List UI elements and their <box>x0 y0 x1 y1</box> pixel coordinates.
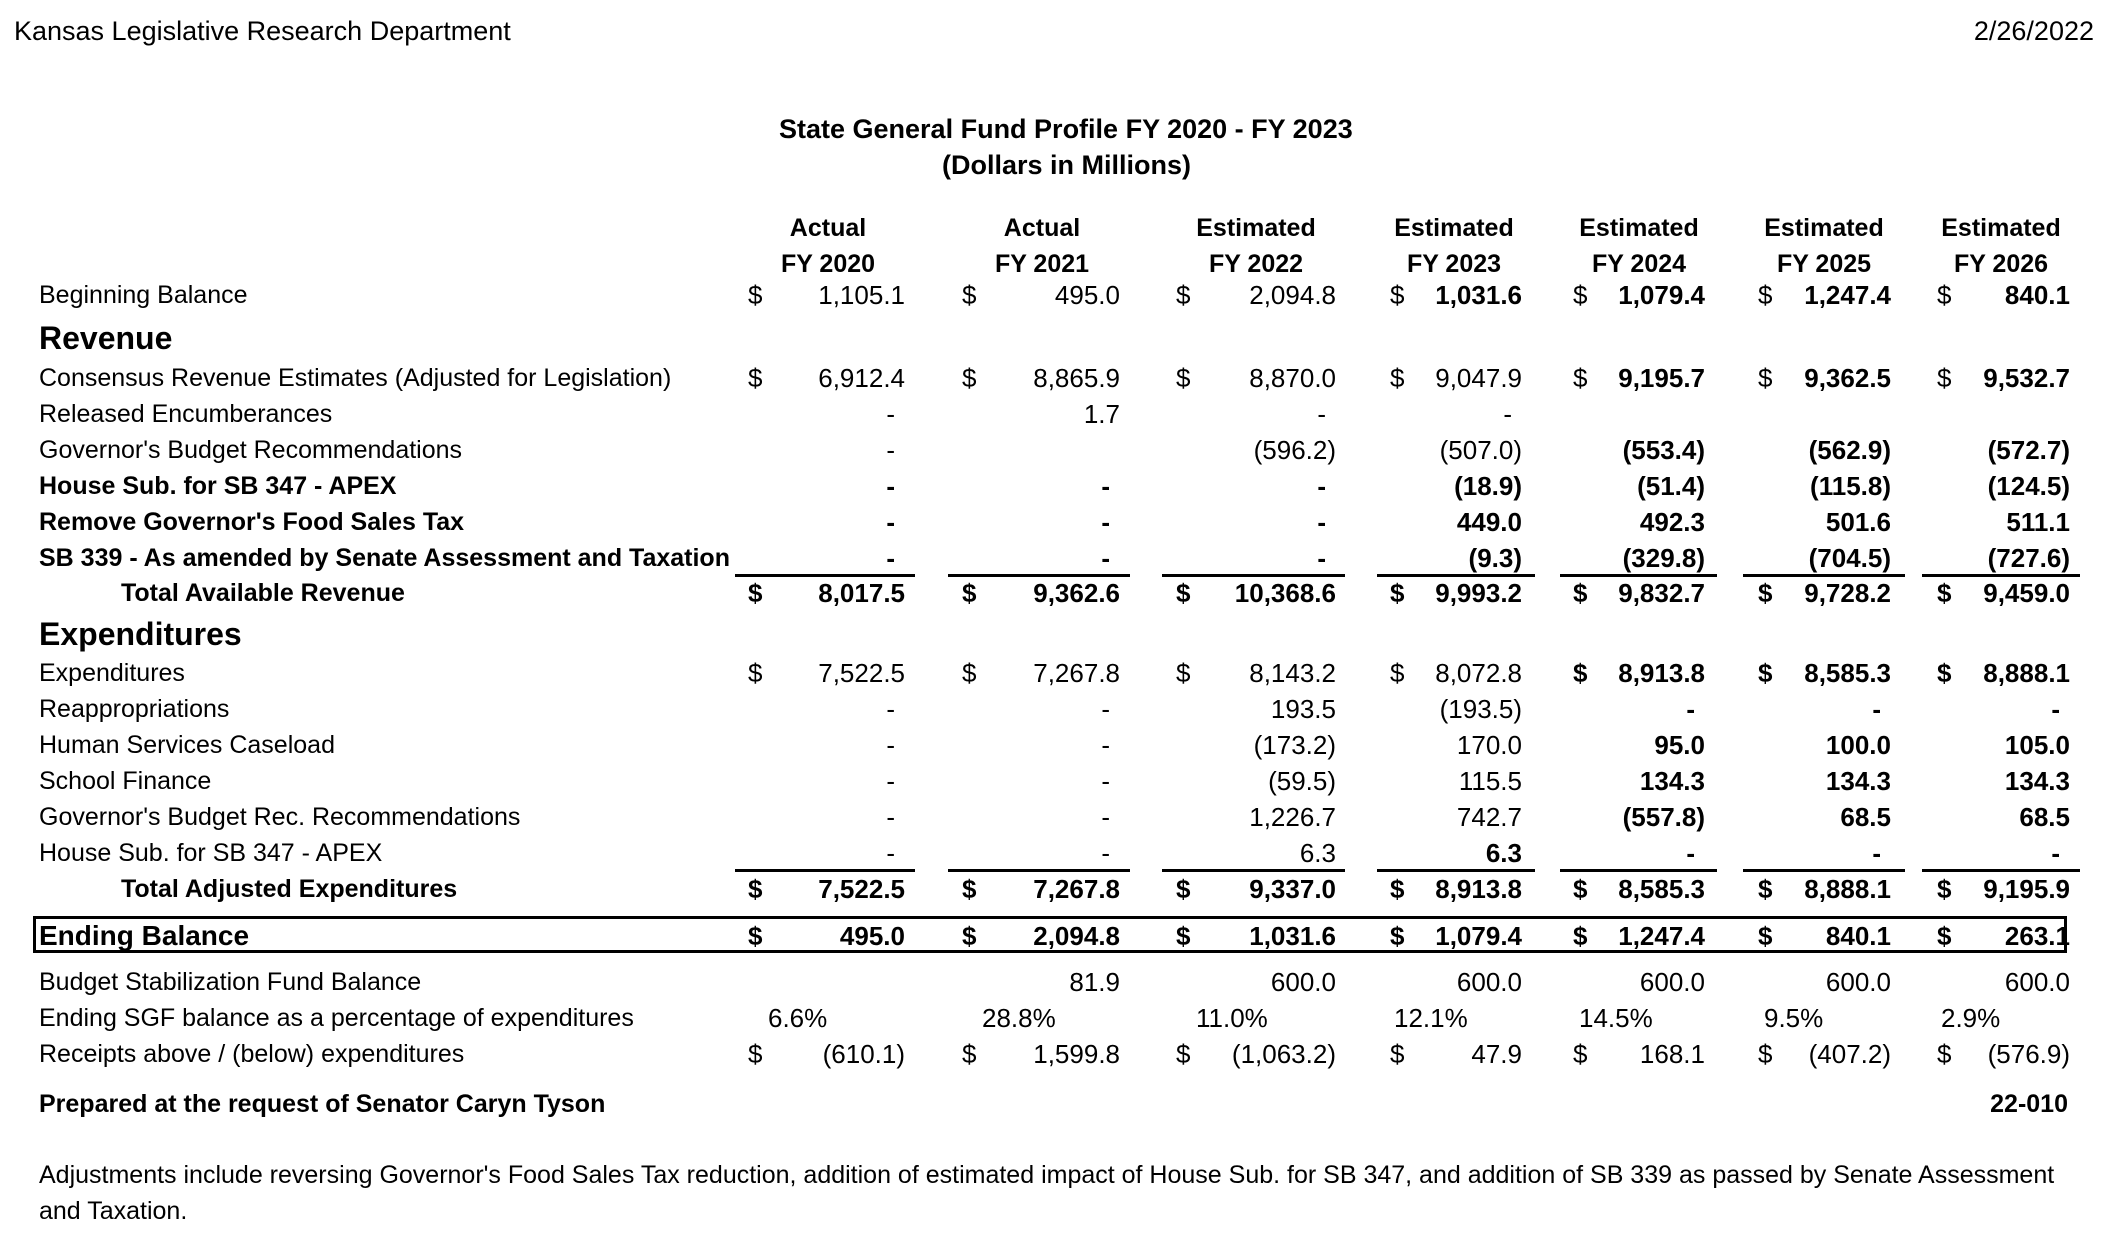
value-cell: (9.3) <box>1468 543 1522 573</box>
row-label: School Finance <box>39 767 212 795</box>
value-cell: 7,522.5 <box>818 874 905 904</box>
value-cell: 511.1 <box>2006 507 2070 537</box>
table-row <box>0 655 2112 691</box>
row-label: Released Encumberances <box>39 400 333 428</box>
column-header <box>1166 210 1346 282</box>
dollar-sign: $ <box>1937 874 1952 904</box>
dollar-sign: $ <box>1390 280 1405 310</box>
row-label: Ending Balance <box>39 920 250 951</box>
value-cell: - <box>886 471 895 501</box>
value-cell: 47.9 <box>1471 1039 1522 1069</box>
value-cell: 6.6% <box>768 1003 828 1033</box>
value-cell: 6.3 <box>1485 838 1522 868</box>
value-cell: 8,072.8 <box>1435 658 1522 688</box>
table-row <box>0 540 2112 576</box>
value-cell: 1,079.4 <box>1435 921 1522 951</box>
value-cell: 9,195.9 <box>1983 874 2070 904</box>
value-cell: 449.0 <box>1456 507 1522 537</box>
dollar-sign: $ <box>1176 1039 1191 1069</box>
value-cell: 8,585.3 <box>1804 658 1891 688</box>
dollar-sign: $ <box>1937 578 1952 608</box>
row-label: Governor's Budget Rec. Recommendations <box>39 803 521 831</box>
table-row <box>0 964 2112 1000</box>
value-cell: (553.4) <box>1622 435 1705 465</box>
row-label: Total Available Revenue <box>121 579 405 607</box>
dollar-sign: $ <box>1937 658 1952 688</box>
dollar-sign: $ <box>1573 363 1588 393</box>
value-cell: (572.7) <box>1987 435 2070 465</box>
column-header-type: Actual <box>789 214 867 242</box>
column-header-year: FY 2024 <box>1591 250 1687 278</box>
value-cell: 600.0 <box>1639 967 1705 997</box>
prepared-note: Prepared at the request of Senator Caryn Tyson <box>39 1090 606 1118</box>
value-cell: 9,459.0 <box>1983 578 2070 608</box>
value-cell: (407.2) <box>1808 1039 1891 1069</box>
value-cell: 8,913.8 <box>1435 874 1522 904</box>
value-cell: - <box>2051 838 2060 868</box>
row-label: SB 339 - As amended by Senate Assessment and Taxation <box>39 544 730 572</box>
value-cell: - <box>886 802 895 832</box>
dollar-sign: $ <box>1573 280 1588 310</box>
value-cell: 501.6 <box>1825 507 1891 537</box>
value-cell: - <box>1101 838 1110 868</box>
value-cell: 9,532.7 <box>1983 363 2070 393</box>
value-cell: - <box>1686 838 1695 868</box>
dollar-sign: $ <box>1176 578 1191 608</box>
value-cell: (610.1) <box>822 1039 905 1069</box>
value-cell: - <box>1101 543 1110 573</box>
dollar-sign: $ <box>1176 280 1191 310</box>
value-cell: 263.1 <box>2004 921 2070 951</box>
dollar-sign: $ <box>962 921 977 951</box>
value-cell: 2.9% <box>1941 1003 2001 1033</box>
ending-balance-box <box>33 916 2067 953</box>
value-cell: 1,599.8 <box>1033 1039 1120 1069</box>
dollar-sign: $ <box>1390 658 1405 688</box>
value-cell: 95.0 <box>1654 730 1705 760</box>
dollar-sign: $ <box>1937 921 1952 951</box>
dollar-sign: $ <box>1390 874 1405 904</box>
column-header <box>1734 210 1914 282</box>
value-cell: 9,362.5 <box>1804 363 1891 393</box>
dollar-sign: $ <box>748 363 763 393</box>
table-row <box>0 691 2112 727</box>
table-row <box>0 432 2112 468</box>
row-label: Remove Governor's Food Sales Tax <box>39 508 465 536</box>
dollar-sign: $ <box>1176 874 1191 904</box>
value-cell: - <box>886 399 895 429</box>
value-cell: 1,079.4 <box>1618 280 1705 310</box>
value-cell: - <box>1317 471 1326 501</box>
value-cell: 170.0 <box>1456 730 1522 760</box>
value-cell: - <box>1101 507 1110 537</box>
row-label: House Sub. for SB 347 - APEX <box>39 472 397 500</box>
table-row <box>0 835 2112 871</box>
value-cell: 12.1% <box>1394 1003 1468 1033</box>
value-cell: 600.0 <box>1456 967 1522 997</box>
table-row <box>0 320 2112 356</box>
table-row <box>0 468 2112 504</box>
row-label: Governor's Budget Recommendations <box>39 436 463 464</box>
report-code: 22-010 <box>1990 1090 2068 1118</box>
value-cell: (329.8) <box>1622 543 1705 573</box>
value-cell: 6.3 <box>1299 838 1336 868</box>
dollar-sign: $ <box>748 658 763 688</box>
table-row <box>0 277 2112 313</box>
value-cell: 1,226.7 <box>1249 802 1336 832</box>
value-cell: - <box>886 507 895 537</box>
value-cell: 9.5% <box>1764 1003 1824 1033</box>
dollar-sign: $ <box>1758 578 1773 608</box>
value-cell: - <box>1872 838 1881 868</box>
dollar-sign: $ <box>1176 658 1191 688</box>
value-cell: (51.4) <box>1637 471 1705 501</box>
column-header-year: FY 2020 <box>780 250 876 278</box>
value-cell: 492.3 <box>1639 507 1705 537</box>
row-label: Beginning Balance <box>39 281 248 309</box>
dollar-sign: $ <box>1390 1039 1405 1069</box>
value-cell: 2,094.8 <box>1249 280 1336 310</box>
value-cell: 105.0 <box>2004 730 2070 760</box>
section-heading: Expenditures <box>39 616 242 652</box>
value-cell: (59.5) <box>1268 766 1336 796</box>
row-label: Consensus Revenue Estimates (Adjusted for Legislation) <box>39 364 672 392</box>
dollar-sign: $ <box>962 1039 977 1069</box>
column-header-year: FY 2025 <box>1776 250 1872 278</box>
value-cell: - <box>1686 694 1695 724</box>
dollar-sign: $ <box>1758 658 1773 688</box>
value-cell: 134.3 <box>1825 766 1891 796</box>
column-header-year: FY 2021 <box>994 250 1090 278</box>
value-cell: 1,105.1 <box>818 280 905 310</box>
value-cell: 8,870.0 <box>1249 363 1336 393</box>
value-cell: 9,337.0 <box>1249 874 1336 904</box>
value-cell: 68.5 <box>1840 802 1891 832</box>
row-label: Reappropriations <box>39 695 230 723</box>
value-cell: 81.9 <box>1069 967 1120 997</box>
dollar-sign: $ <box>748 280 763 310</box>
value-cell: 6,912.4 <box>818 363 905 393</box>
column-header-type: Estimated <box>1196 214 1316 242</box>
value-cell: 134.3 <box>2004 766 2070 796</box>
section-heading: Revenue <box>39 320 173 356</box>
row-label: Expenditures <box>39 659 185 687</box>
value-cell: - <box>1101 694 1110 724</box>
table-row <box>0 1036 2112 1072</box>
value-cell: (18.9) <box>1454 471 1522 501</box>
value-cell: - <box>1503 399 1512 429</box>
value-cell: 495.0 <box>839 921 905 951</box>
column-header-type: Estimated <box>1394 214 1514 242</box>
value-cell: - <box>886 435 895 465</box>
row-label: Ending SGF balance as a percentage of expenditures <box>39 1004 634 1032</box>
value-cell: 28.8% <box>982 1003 1056 1033</box>
value-cell: 600.0 <box>2004 967 2070 997</box>
value-cell: 7,522.5 <box>818 658 905 688</box>
value-cell: 9,728.2 <box>1804 578 1891 608</box>
value-cell: - <box>886 766 895 796</box>
dollar-sign: $ <box>1758 921 1773 951</box>
dollar-sign: $ <box>1573 874 1588 904</box>
value-cell: - <box>1101 471 1110 501</box>
value-cell: (557.8) <box>1622 802 1705 832</box>
dollar-sign: $ <box>1573 578 1588 608</box>
value-cell: (576.9) <box>1987 1039 2070 1069</box>
value-cell: 14.5% <box>1579 1003 1653 1033</box>
value-cell: 168.1 <box>1639 1039 1705 1069</box>
value-cell: - <box>1101 802 1110 832</box>
value-cell: 2,094.8 <box>1033 921 1120 951</box>
value-cell: (704.5) <box>1808 543 1891 573</box>
value-cell: 8,913.8 <box>1618 658 1705 688</box>
value-cell: 9,047.9 <box>1435 363 1522 393</box>
column-header <box>1911 210 2091 282</box>
title-main: State General Fund Profile FY 2020 - FY 2023 <box>779 114 1353 144</box>
value-cell: - <box>1317 543 1326 573</box>
value-cell: 8,585.3 <box>1618 874 1705 904</box>
value-cell: (115.8) <box>1810 471 1891 501</box>
dollar-sign: $ <box>962 658 977 688</box>
table-row <box>0 504 2112 540</box>
title-subtitle: (Dollars in Millions) <box>942 150 1192 180</box>
value-cell: 11.0% <box>1196 1003 1268 1033</box>
value-cell: (1,063.2) <box>1231 1039 1336 1069</box>
value-cell: 9,362.6 <box>1033 578 1120 608</box>
table-row <box>0 727 2112 763</box>
row-label: Budget Stabilization Fund Balance <box>39 968 422 996</box>
column-header-type: Estimated <box>1764 214 1884 242</box>
value-cell: 193.5 <box>1270 694 1336 724</box>
column-header <box>1549 210 1729 282</box>
column-header-type: Estimated <box>1941 214 2061 242</box>
dollar-sign: $ <box>748 874 763 904</box>
dollar-sign: $ <box>1390 921 1405 951</box>
dollar-sign: $ <box>1390 578 1405 608</box>
value-cell: 8,888.1 <box>1983 658 2070 688</box>
table-row <box>0 360 2112 396</box>
dollar-sign: $ <box>1937 363 1952 393</box>
dollar-sign: $ <box>962 578 977 608</box>
value-cell: 1,247.4 <box>1804 280 1891 310</box>
dollar-sign: $ <box>748 921 763 951</box>
table-row <box>0 396 2112 432</box>
dollar-sign: $ <box>1573 921 1588 951</box>
dollar-sign: $ <box>1573 1039 1588 1069</box>
value-cell: 600.0 <box>1825 967 1891 997</box>
column-header <box>952 210 1132 282</box>
value-cell: - <box>886 694 895 724</box>
value-cell: 7,267.8 <box>1033 658 1120 688</box>
value-cell: 840.1 <box>2004 280 2070 310</box>
value-cell: - <box>1317 399 1326 429</box>
table-row <box>0 1000 2112 1036</box>
value-cell: 8,865.9 <box>1033 363 1120 393</box>
row-label: Human Services Caseload <box>39 731 335 759</box>
value-cell: - <box>1101 730 1110 760</box>
dollar-sign: $ <box>962 280 977 310</box>
dollar-sign: $ <box>1937 280 1952 310</box>
column-header-year: FY 2026 <box>1953 250 2049 278</box>
dollar-sign: $ <box>1937 1039 1952 1069</box>
dollar-sign: $ <box>962 874 977 904</box>
value-cell: (173.2) <box>1253 730 1336 760</box>
value-cell: (507.0) <box>1439 435 1522 465</box>
dollar-sign: $ <box>1176 921 1191 951</box>
value-cell: 9,195.7 <box>1618 363 1705 393</box>
dollar-sign: $ <box>748 578 763 608</box>
dollar-sign: $ <box>1176 363 1191 393</box>
dollar-sign: $ <box>1573 658 1588 688</box>
value-cell: - <box>1101 766 1110 796</box>
table-row <box>0 799 2112 835</box>
org-name: Kansas Legislative Research Department <box>14 16 511 46</box>
table-row <box>0 616 2112 652</box>
table-row <box>0 871 2112 907</box>
column-header <box>738 210 918 282</box>
column-header-year: FY 2023 <box>1406 250 1502 278</box>
value-cell: 8,888.1 <box>1804 874 1891 904</box>
dollar-sign: $ <box>1758 874 1773 904</box>
column-header-type: Actual <box>1003 214 1081 242</box>
value-cell: 1,247.4 <box>1618 921 1705 951</box>
value-cell: (727.6) <box>1987 543 2070 573</box>
column-header-year: FY 2022 <box>1208 250 1304 278</box>
value-cell: 742.7 <box>1456 802 1522 832</box>
value-cell: 8,017.5 <box>818 578 905 608</box>
table-row <box>0 575 2112 611</box>
value-cell: (562.9) <box>1808 435 1891 465</box>
value-cell: 1.7 <box>1083 399 1120 429</box>
value-cell: 9,993.2 <box>1435 578 1522 608</box>
value-cell: - <box>886 730 895 760</box>
report-date: 2/26/2022 <box>1973 16 2094 46</box>
value-cell: 10,368.6 <box>1234 578 1336 608</box>
value-cell: - <box>886 838 895 868</box>
value-cell: 9,832.7 <box>1618 578 1705 608</box>
value-cell: 134.3 <box>1639 766 1705 796</box>
row-label: Total Adjusted Expenditures <box>121 875 458 903</box>
value-cell: - <box>886 543 895 573</box>
dollar-sign: $ <box>1758 280 1773 310</box>
value-cell: (124.5) <box>1987 471 2070 501</box>
column-header <box>1364 210 1544 282</box>
dollar-sign: $ <box>1758 363 1773 393</box>
value-cell: 68.5 <box>2019 802 2070 832</box>
column-header-type: Estimated <box>1579 214 1699 242</box>
row-label: Receipts above / (below) expenditures <box>39 1040 465 1068</box>
value-cell: 7,267.8 <box>1033 874 1120 904</box>
dollar-sign: $ <box>1390 363 1405 393</box>
value-cell: 495.0 <box>1054 280 1120 310</box>
value-cell: - <box>1317 507 1326 537</box>
value-cell: (193.5) <box>1439 694 1522 724</box>
table-row <box>0 763 2112 799</box>
value-cell: - <box>2051 694 2060 724</box>
value-cell: 600.0 <box>1270 967 1336 997</box>
adjustments-note: Adjustments include reversing Governor's Food Sales Tax reduction, addition of estimated impact of House Sub. for SB 347, and addition of SB 339 as passed by Senate Assessment and Taxation. <box>39 1161 2055 1225</box>
value-cell: 115.5 <box>1458 766 1522 796</box>
value-cell: (596.2) <box>1253 435 1336 465</box>
value-cell: 1,031.6 <box>1435 280 1522 310</box>
value-cell: 8,143.2 <box>1249 658 1336 688</box>
value-cell: 100.0 <box>1825 730 1891 760</box>
value-cell: 840.1 <box>1825 921 1891 951</box>
value-cell: 1,031.6 <box>1249 921 1336 951</box>
dollar-sign: $ <box>748 1039 763 1069</box>
dollar-sign: $ <box>962 363 977 393</box>
value-cell: - <box>1872 694 1881 724</box>
row-label: House Sub. for SB 347 - APEX <box>39 839 383 867</box>
dollar-sign: $ <box>1758 1039 1773 1069</box>
